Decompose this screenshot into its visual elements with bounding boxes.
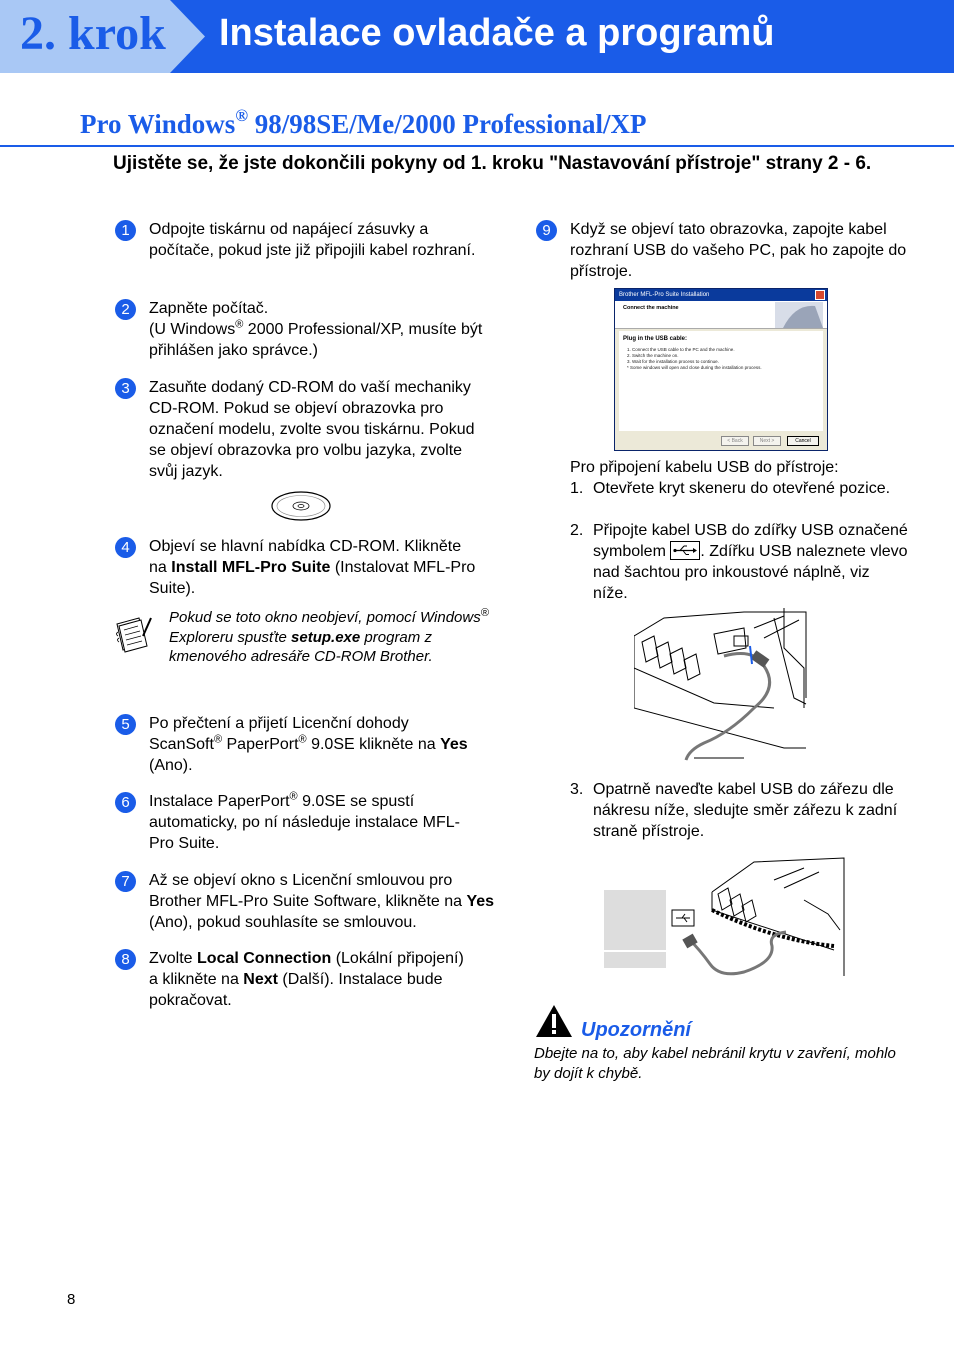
usb-port-illustration	[634, 608, 810, 766]
instruction-line: 2. Switch the machine on.	[627, 353, 679, 358]
list-text: Připojte kabel USB do zdířky USB označené symbolem . Zdířku USB naleznete vlevo nad šachtou pro inkoustové náplně, viz níže.	[593, 522, 908, 602]
caution-text: Dbejte na to, aby kabel nebránil krytu v zavření, mohlo by dojít k chybě.	[534, 1045, 896, 1082]
usb-symbol-icon	[670, 541, 700, 560]
step-number-badge: 1	[115, 220, 136, 241]
content-heading: Plug in the USB cable:	[623, 336, 688, 342]
section-intro: Ujistěte se, že jste dokončili pokyny od 1. kroku "Nastavování přístroje" strany 2 - 6.	[113, 153, 872, 174]
step-text: Až se objeví okno s Licenční smlouvou pro Brother MFL-Pro Suite Software, klikněte na Yes (Ano), pokud souhlasíte se smlouvou.	[149, 872, 495, 931]
list-number: 1.	[570, 480, 584, 497]
list-text: Otevřete kryt skeneru do otevřené pozice.	[593, 480, 891, 497]
step-text: Zapněte počítač. (U Windows® 2000 Professional/XP, musíte být přihlášen jako správce.)	[149, 300, 483, 359]
banner-graphic-icon	[775, 302, 823, 328]
installer-screenshot	[614, 288, 828, 451]
list-text: Opatrně naveďte kabel USB do zářezu dle nákresu níže, sledujte směr zářezu k zadní straně přístroje.	[593, 781, 898, 840]
step-number-badge: 3	[115, 378, 136, 399]
step-number-badge: 5	[115, 714, 136, 735]
cd-rom-icon	[270, 490, 332, 522]
section-title: Pro Windows® 98/98SE/Me/2000 Professional/XP	[80, 106, 647, 139]
step-text: Zvolte Local Connection (Lokální připojení) a klikněte na Next (Další). Instalace bude pokračovat.	[149, 950, 464, 1009]
banner-text: Connect the machine	[623, 305, 679, 311]
step-text: Objeví se hlavní nabídka CD-ROM. Klikněte na Install MFL-Pro Suite (Instalovat MFL-Pro Suite).	[149, 538, 476, 597]
step-number-badge: 7	[115, 871, 136, 892]
window-banner	[615, 301, 827, 329]
window-title: Brother MFL-Pro Suite Installation	[615, 289, 827, 301]
warning-icon	[535, 1004, 573, 1038]
step-text: Odpojte tiskárnu od napájecí zásuvky a počítače, pokud jste již připojili kabel rozhraní.	[149, 221, 476, 259]
page-header	[0, 0, 954, 73]
step-text: Instalace PaperPort® 9.0SE se spustí automaticky, po ní následuje instalace MFL-Pro Suite.	[149, 790, 460, 852]
section-rule	[0, 145, 954, 147]
close-icon	[815, 290, 825, 300]
step-number-badge: 8	[115, 949, 136, 970]
list-number: 2.	[570, 522, 584, 539]
step-text: Když se objeví tato obrazovka, zapojte kabel rozhraní USB do vašeho PC, pak ho zapojte do přístroje.	[570, 221, 907, 280]
step-number-badge: 9	[536, 220, 557, 241]
step-number-badge: 4	[115, 537, 136, 558]
caution-title: Upozornění	[581, 1019, 691, 1041]
step-number-badge: 6	[115, 792, 136, 813]
step-text: Zasuňte dodaný CD-ROM do vaší mechaniky CD-ROM. Pokud se objeví obrazovka pro označení modelu, zvolte svou tiskárnu. Pokud se objeví obrazovka pro volbu jazyka, zvolte svůj jazyk.	[149, 379, 475, 480]
note-notepad-icon	[113, 614, 153, 656]
back-button[interactable]: < Back	[721, 436, 749, 446]
next-button[interactable]: Next >	[753, 436, 781, 446]
window-content	[619, 331, 823, 431]
list-number: 3.	[570, 781, 584, 798]
page-number: 8	[67, 1291, 76, 1308]
page-title: Instalace ovladače a programů	[219, 12, 775, 54]
instruction-line: 3. Wait for the installation process to continue.	[627, 359, 719, 364]
note-text: Pokud se toto okno neobjeví, pomocí Windows® Exploreru spusťte setup.exe program z kmenového adresáře CD-ROM Brother.	[169, 607, 489, 665]
usb-intro: Pro připojení kabelu USB do přístroje:	[570, 459, 839, 476]
instruction-line: 1. Connect the USB cable to the PC and the machine.	[627, 347, 735, 352]
step-number-badge: 2	[115, 299, 136, 320]
step-text: Po přečtení a přijetí Licenční dohody ScanSoft® PaperPort® 9.0SE klikněte na Yes (Ano).	[149, 715, 468, 774]
cancel-button[interactable]: Cancel	[787, 436, 819, 446]
cable-routing-illustration	[604, 850, 848, 982]
instruction-line: * Some windows will open and close during the installation process.	[627, 365, 762, 370]
step-label: 2. krok	[20, 7, 166, 60]
